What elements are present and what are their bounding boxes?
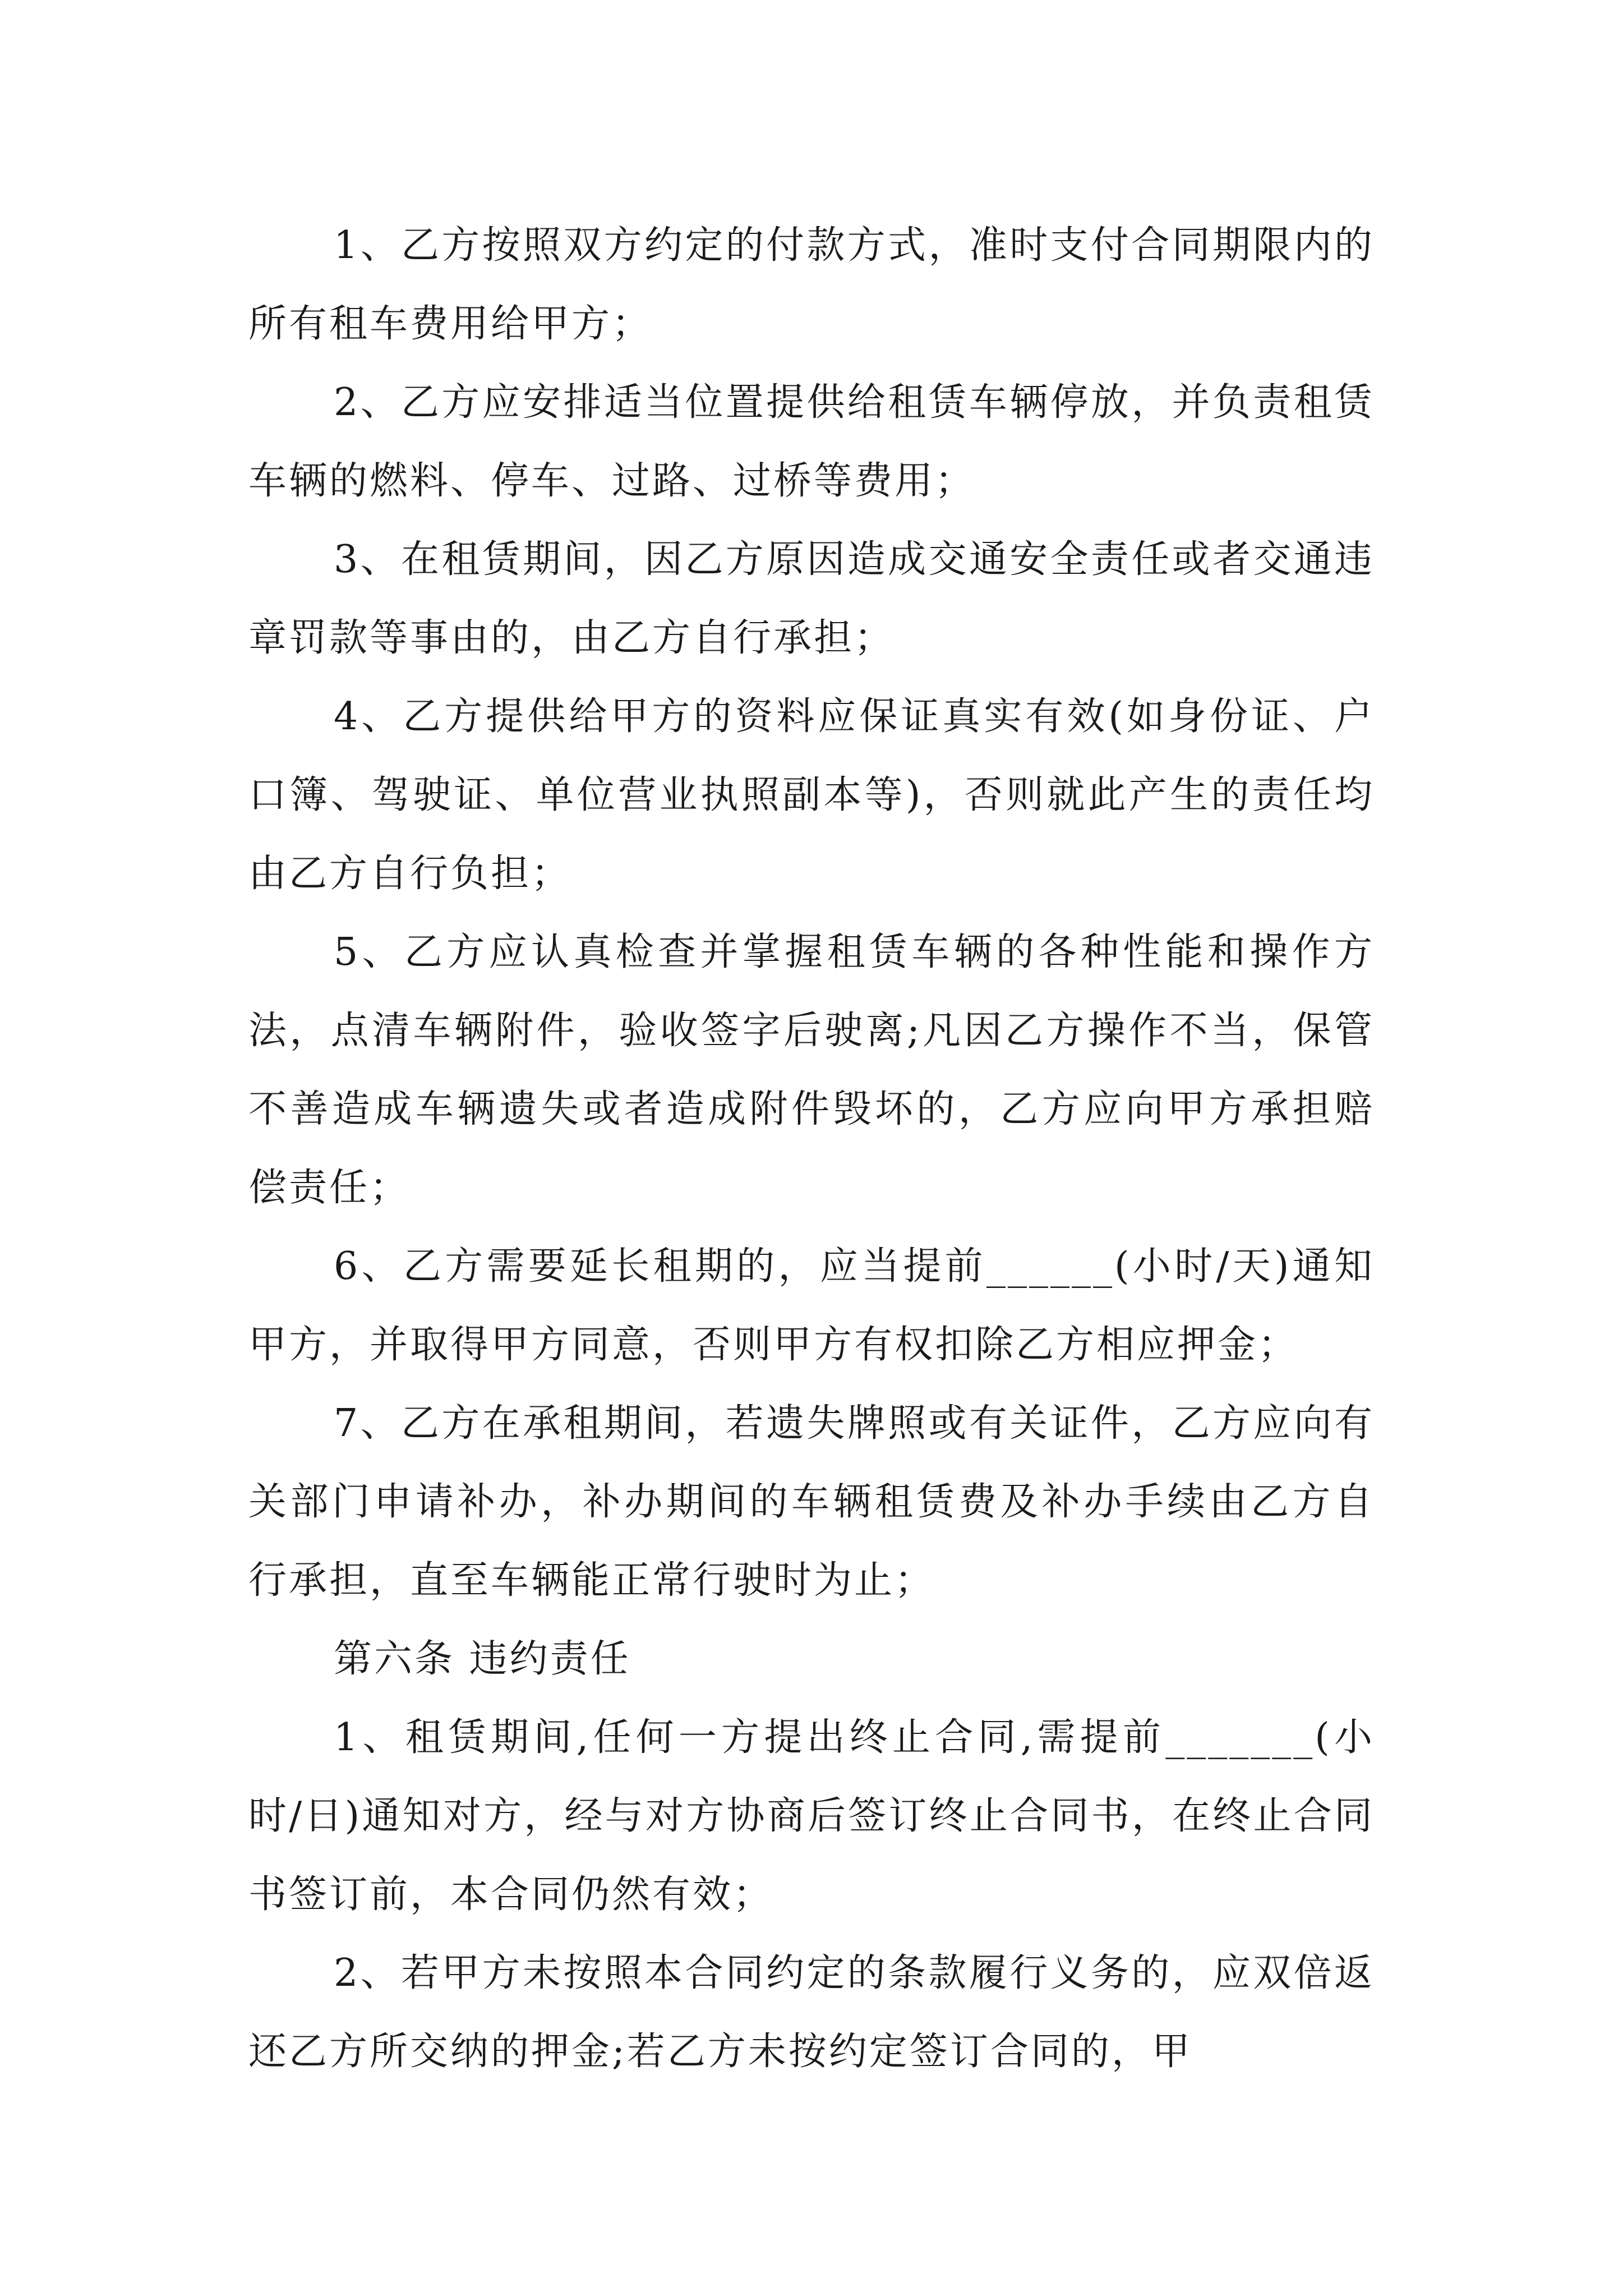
clause-paragraph-3: 3、在租赁期间，因乙方原因造成交通安全责任或者交通违章罚款等事由的，由乙方自行承担； [248, 537, 1375, 660]
liability-paragraph-2: 2、若甲方未按照本合同约定的条款履行义务的，应双倍返还乙方所交纳的押金;若乙方未按约定签订合同的，甲 [248, 1951, 1375, 2074]
clause-paragraph-1: 1、乙方按照双方约定的付款方式，准时支付合同期限内的所有租车费用给甲方； [248, 223, 1375, 346]
document-body [248, 206, 1375, 2091]
liability-paragraph-1: 1、租赁期间,任何一方提出终止合同,需提前_______(小时/日)通知对方，经与对方协商后签订终止合同书，在终止合同书签订前，本合同仍然有效； [248, 1715, 1375, 1917]
clause-paragraph-4: 4、乙方提供给甲方的资料应保证真实有效(如身份证、户口簿、驾驶证、单位营业执照副本等)，否则就此产生的责任均由乙方自行负担； [248, 694, 1375, 896]
clause-paragraph-6: 6、乙方需要延长租期的，应当提前______(小时/天)通知甲方，并取得甲方同意，否则甲方有权扣除乙方相应押金； [248, 1244, 1375, 1367]
section-heading: 第六条 违约责任 [334, 1637, 631, 1681]
clause-paragraph-2: 2、乙方应安排适当位置提供给租赁车辆停放，并负责租赁车辆的燃料、停车、过路、过桥等费用； [248, 380, 1375, 503]
clause-paragraph-7: 7、乙方在承租期间，若遗失牌照或有关证件，乙方应向有关部门申请补办，补办期间的车辆租赁费及补办手续由乙方自行承担，直至车辆能正常行驶时为止； [248, 1401, 1375, 1603]
clause-paragraph-5: 5、乙方应认真检查并掌握租赁车辆的各种性能和操作方法，点清车辆附件，验收签字后驶离;凡因乙方操作不当，保管不善造成车辆遗失或者造成附件毁坏的，乙方应向甲方承担赔偿责任； [248, 930, 1375, 1210]
